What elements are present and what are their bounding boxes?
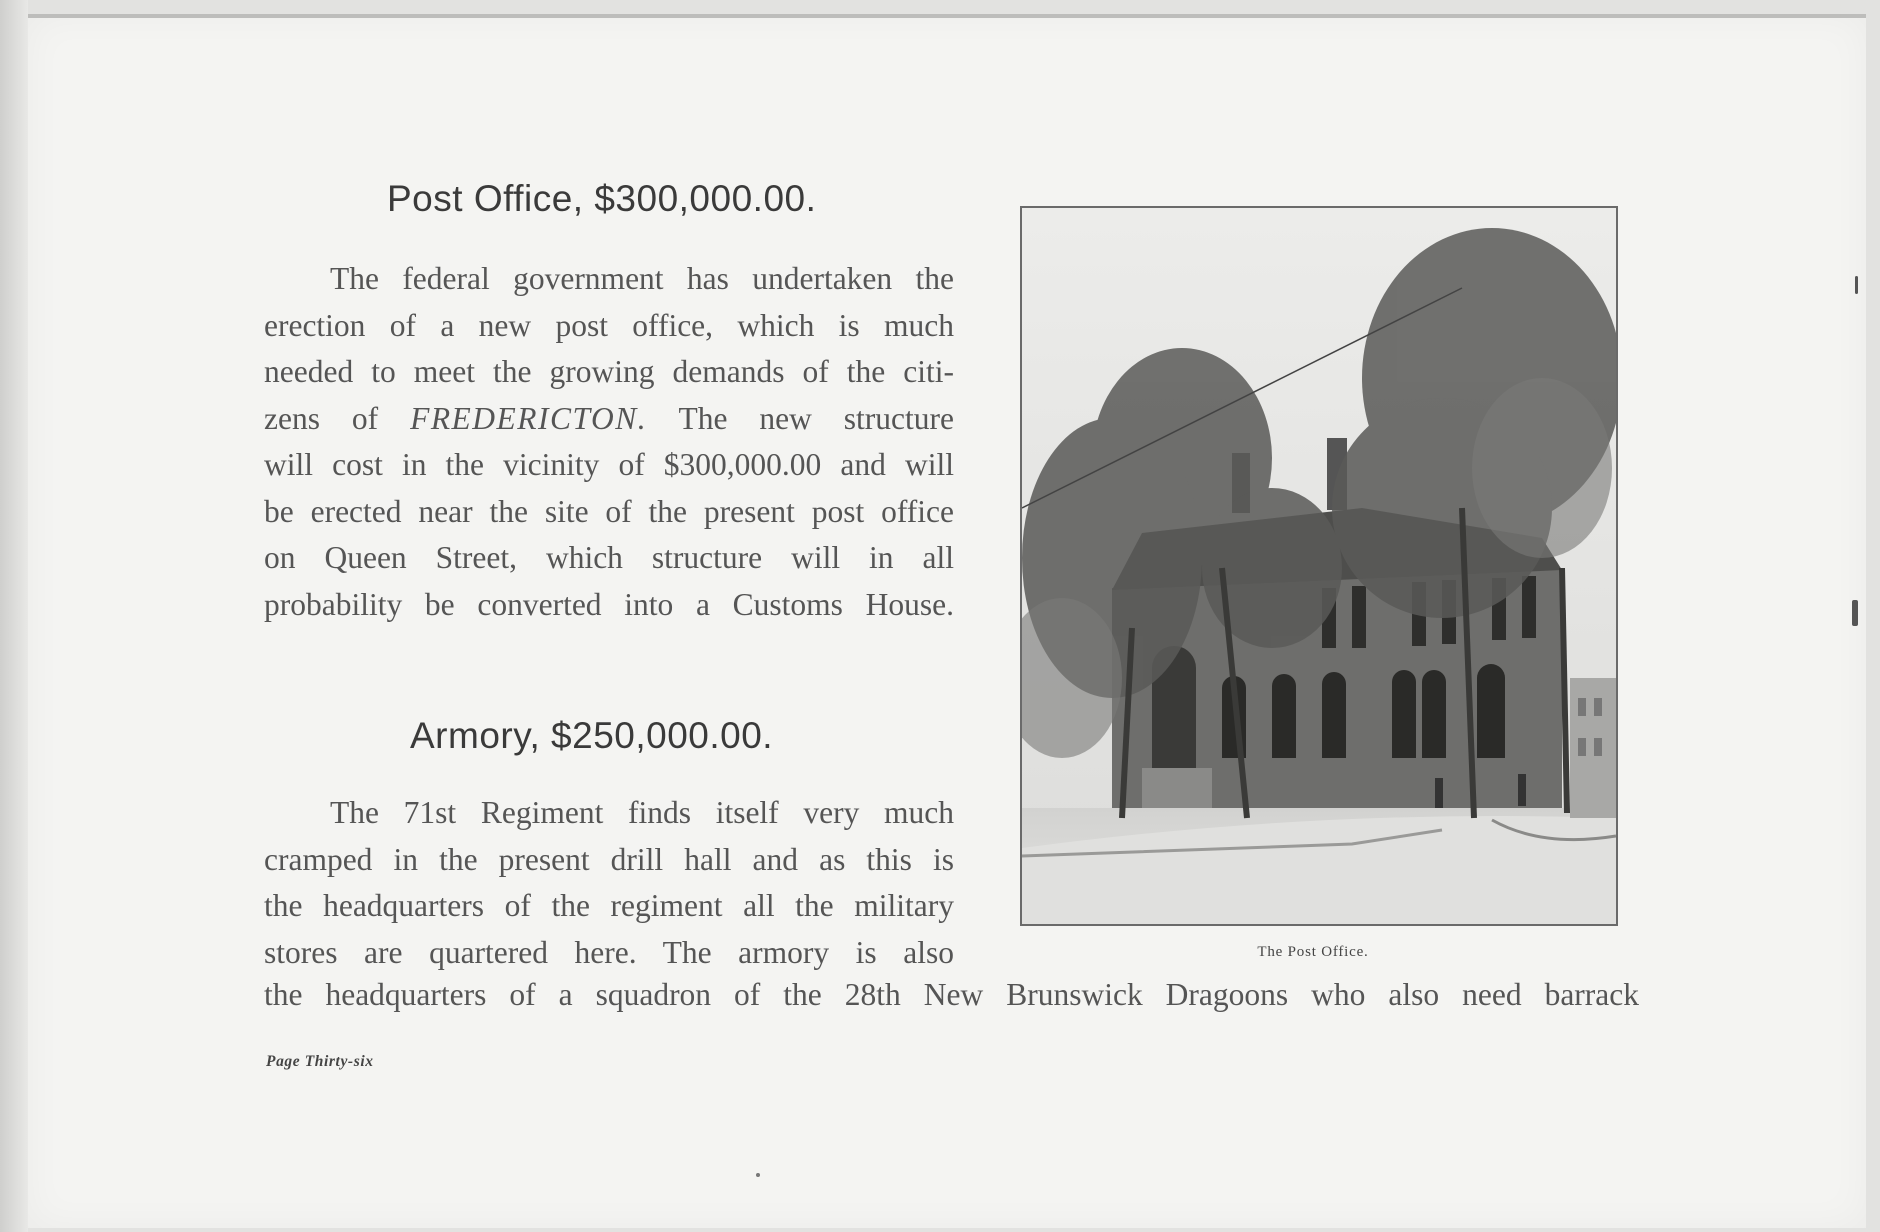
- paragraph-line: erection of a new post office, which is much: [264, 307, 954, 343]
- paragraph-line: The federal government has undertaken the: [330, 261, 954, 296]
- paragraph-line: probability be converted into a Customs House.: [264, 586, 954, 622]
- paragraph-line: will cost in the vicinity of $300,000.00 and will: [264, 447, 954, 482]
- armory-continued-line: the headquarters of a squadron of the 28th New Brunswick Dragoons who also need barrack: [264, 977, 1639, 1012]
- paragraph-line: needed to meet the growing demands of the citi-: [264, 354, 954, 389]
- paragraph-line: zens of FREDERICTON. The new structure: [264, 400, 954, 436]
- post-office-heading: Post Office, $300,000.00.: [387, 178, 817, 219]
- post-office-photo: [1020, 206, 1618, 926]
- paper-speck: [756, 1173, 760, 1177]
- post-office-paragraph: [264, 256, 954, 628]
- paragraph-line: cramped in the present drill hall and as this is: [264, 841, 954, 877]
- armory-paragraph: [264, 790, 954, 976]
- paragraph-line: be erected near the site of the present post office: [264, 493, 954, 529]
- armory-heading: Armory, $250,000.00.: [410, 715, 774, 756]
- paragraph-line: stores are quartered here. The armory is also: [264, 934, 954, 970]
- paragraph-line: The 71st Regiment finds itself very much: [330, 795, 954, 830]
- paragraph-line: on Queen Street, which structure will in all: [264, 540, 954, 575]
- scan-edge-mark: [1855, 276, 1858, 294]
- page-number: Page Thirty-six: [266, 1053, 374, 1070]
- page-binding-edge: [0, 0, 28, 1232]
- paragraph-line: the headquarters of the regiment all the military: [264, 888, 954, 923]
- building-photo-illustration: [1022, 208, 1616, 924]
- city-name: FREDERICTON.: [410, 400, 648, 436]
- photo-caption: The Post Office.: [1257, 944, 1369, 960]
- scan-edge-mark: [1852, 600, 1858, 626]
- page-top-edge: [28, 14, 1866, 18]
